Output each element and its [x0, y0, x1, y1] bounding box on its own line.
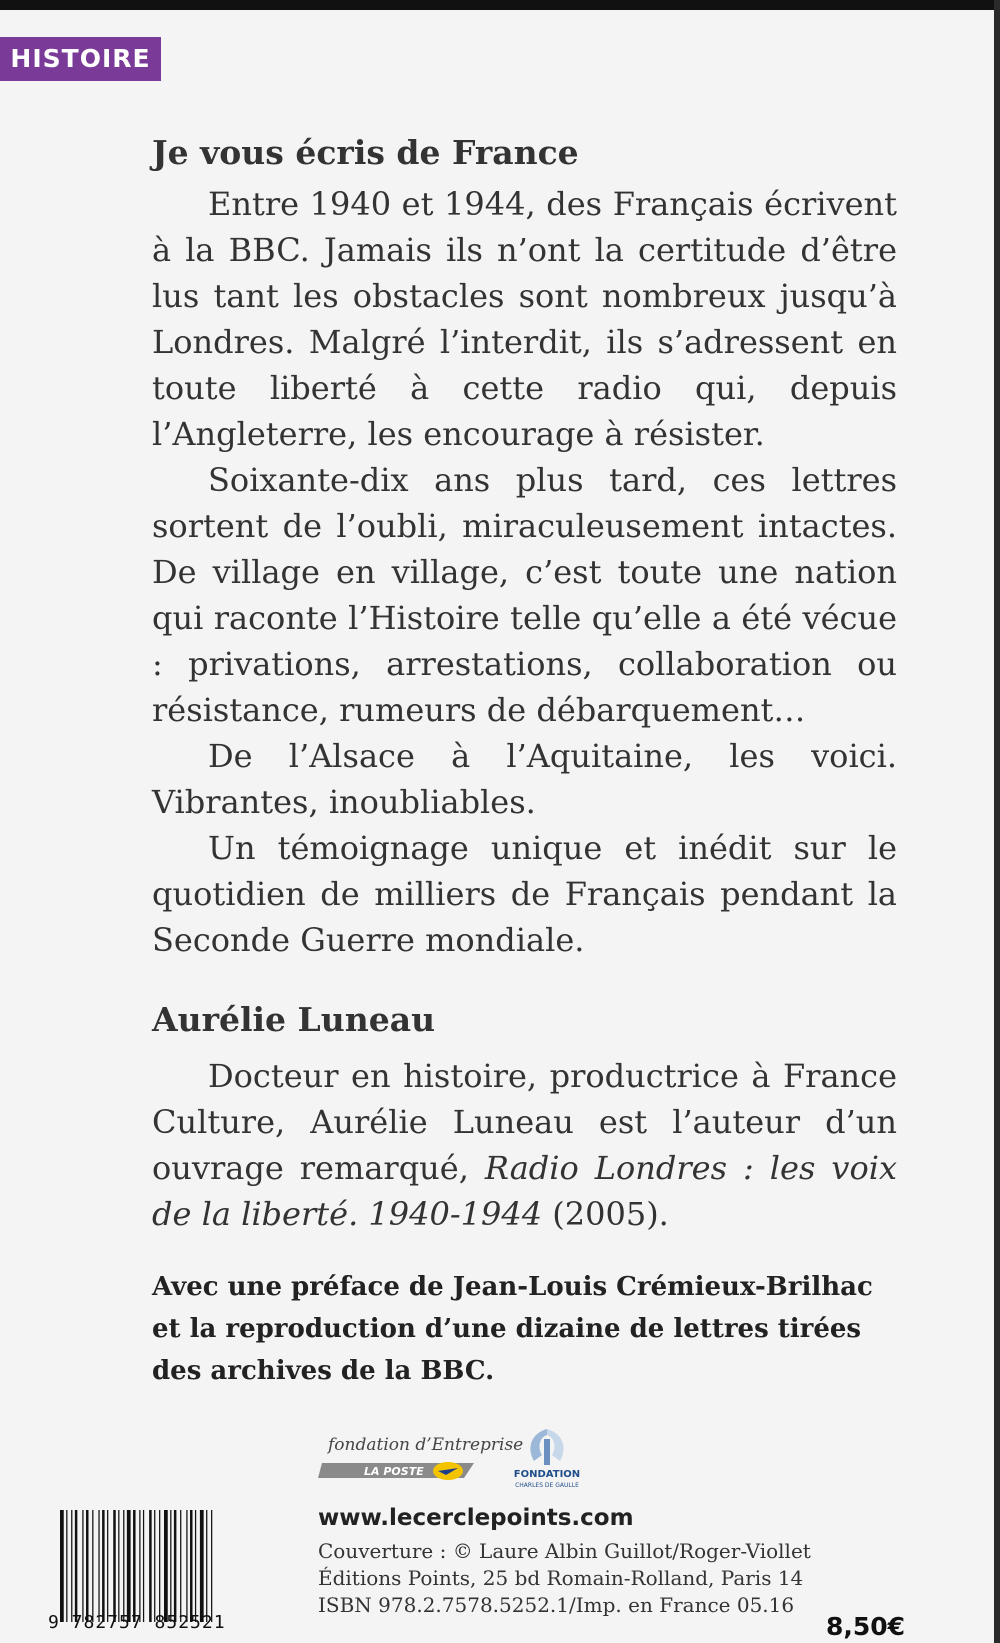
summary-paragraph-3: De l’Alsace à l’Aquitaine, les voici. Vibrantes, inoubliables.	[152, 737, 897, 821]
author-bio-paragraph	[152, 1053, 897, 1237]
category-badge: HISTOIRE	[0, 37, 161, 81]
author-bio-year: (2005).	[542, 1195, 669, 1233]
author-bio-work: Radio Londres : les voix de la liberté. 1940-1944	[152, 1149, 898, 1233]
author-name: Aurélie Luneau	[152, 1000, 436, 1039]
cover-credit: Couverture : © Laure Albin Guillot/Roger-Viollet	[318, 1539, 811, 1563]
summary-paragraph-1: Entre 1940 et 1944, des Français écrivent à la BBC. Jamais ils n’ont la certitude d’être lus tant les obstacles sont nombreux jusqu’à Londres. Malgré l’interdit, ils s’adressent en toute liberté à cette radio qui, depuis l’Angleterre, les encourage à résister.	[152, 185, 897, 453]
publisher-website: www.lecerclepoints.com	[318, 1505, 634, 1531]
laposte-text: LA POSTE	[364, 1465, 424, 1478]
fondation-script: fondation d’Entreprise	[328, 1435, 524, 1455]
summary-paragraph-2: Soixante-dix ans plus tard, ces lettres sortent de l’oubli, miraculeusement intactes. De village en village, c’est toute une nation qui raconte l’Histoire telle qu’elle a été vécue : privations, arrestations, collaboration ou résistance, rumeurs de débarquement…	[152, 461, 897, 729]
summary-paragraph-4: Un témoignage unique et inédit sur le quotidien de milliers de Français pendant la Seconde Guerre mondiale.	[152, 829, 897, 959]
publisher-address: Éditions Points, 25 bd Romain-Rolland, Paris 14	[318, 1566, 804, 1590]
barcode	[58, 1510, 290, 1622]
summary	[152, 181, 897, 963]
price: 8,50€	[826, 1612, 906, 1641]
fondation-cdg-title: FONDATION	[513, 1469, 581, 1480]
isbn-line: ISBN 978.2.7578.5252.1/Imp. en France 05.16	[318, 1593, 795, 1617]
author-bio	[152, 1053, 897, 1237]
right-edge	[994, 0, 1000, 1643]
barcode-digits: 9 782757 852521	[48, 1612, 226, 1633]
author-bio-text: Docteur en histoire, productrice à France Culture, Aurélie Luneau est l’auteur d’un ouvrage remarqué,	[152, 1057, 897, 1187]
credits	[318, 1538, 811, 1619]
top-edge	[0, 0, 1000, 10]
preface-note: Avec une préface de Jean-Louis Crémieux-Brilhac et la reproduction d’une dizaine de lettres tirées des archives de la BBC.	[152, 1272, 873, 1386]
fondation-cdg-subtitle: CHARLES DE GAULLE	[515, 1482, 579, 1489]
fondation-charles-de-gaulle-logo	[512, 1425, 582, 1493]
fondation-laposte-logo	[318, 1430, 524, 1492]
book-title: Je vous écris de France	[152, 133, 579, 172]
